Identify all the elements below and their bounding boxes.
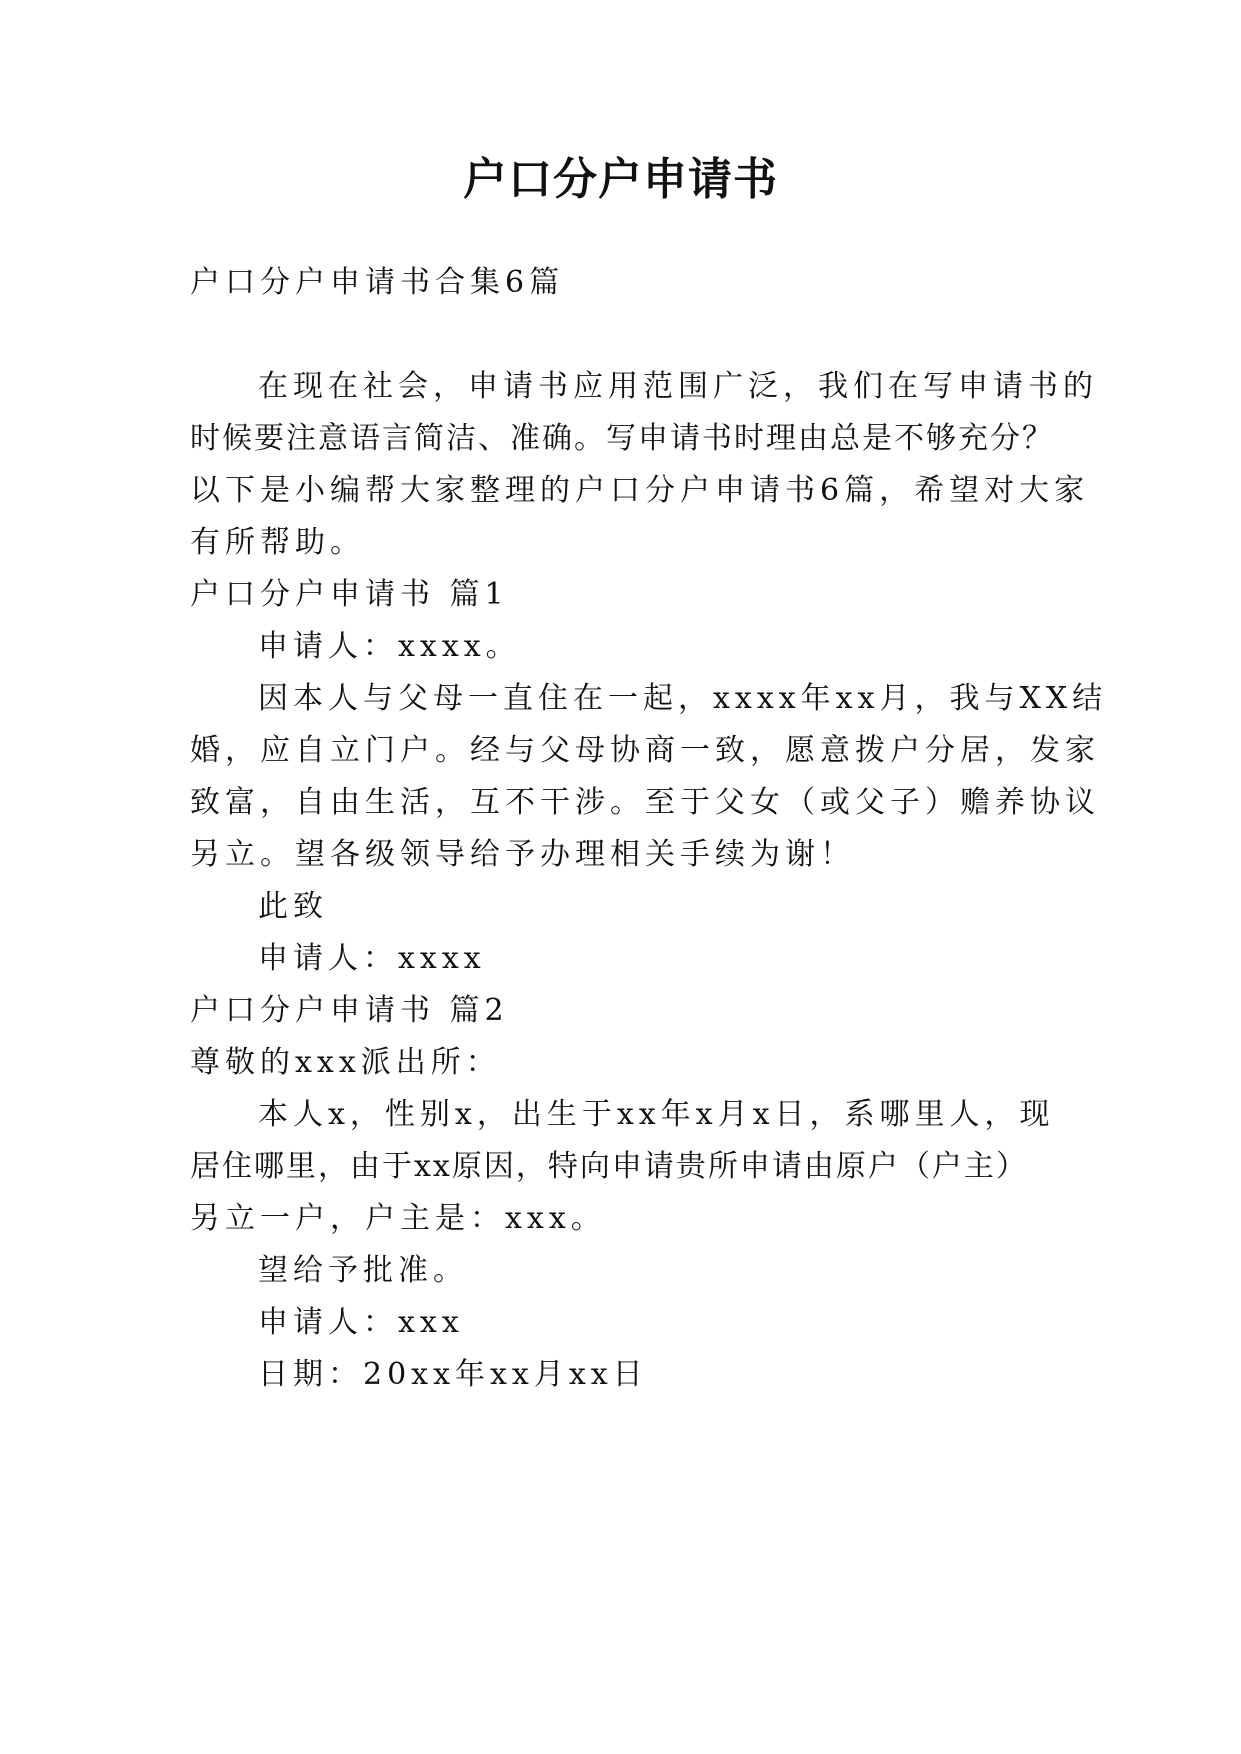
section2-body-line-1: 本人x，性别x，出生于xx年x月x日，系哪里人，现 (258, 1097, 1055, 1132)
section2-salutation: 尊敬的xxx派出所： (190, 1045, 501, 1080)
section2-date: 日期：20xx年xx月xx日 (258, 1357, 648, 1392)
intro-line-3: 以下是小编帮大家整理的户口分户申请书6篇，希望对大家 (190, 473, 1090, 508)
section1-heading: 户口分户申请书 篇1 (190, 577, 509, 612)
section2-body-line-2: 居住哪里，由于xx原因，特向申请贵所申请由原户（户主） (190, 1149, 1028, 1184)
section2-body-line-3: 另立一户，户主是：xxx。 (190, 1201, 606, 1236)
section1-body-line-2: 婚，应自立门户。经与父母协商一致，愿意拨户分居，发家 (190, 733, 1100, 768)
intro-line-2: 时候要注意语言简洁、准确。写申请书时理由总是不够充分？ (190, 421, 1054, 456)
section1-body-line-3: 致富，自由生活，互不干涉。至于父女（或父子）赡养协议 (190, 785, 1100, 820)
section2-request: 望给予批准。 (258, 1253, 468, 1288)
document-subtitle: 户口分户申请书合集6篇 (190, 265, 565, 300)
section2-heading: 户口分户申请书 篇2 (190, 993, 509, 1028)
intro-line-1: 在现在社会，申请书应用范围广泛，我们在写申请书的 (258, 369, 1098, 404)
section1-signature: 申请人：xxxx (258, 941, 486, 976)
section1-closing: 此致 (258, 889, 328, 924)
section1-body-line-1: 因本人与父母一直住在一起，xxxx年xx月，我与XX结 (258, 681, 1108, 716)
document-title: 户口分户申请书 (463, 154, 778, 205)
section1-applicant: 申请人：xxxx。 (258, 629, 521, 664)
section1-body-line-4: 另立。望各级领导给予办理相关手续为谢！ (190, 837, 855, 872)
section2-signature: 申请人：xxx (258, 1305, 464, 1340)
intro-line-4: 有所帮助。 (190, 525, 365, 560)
